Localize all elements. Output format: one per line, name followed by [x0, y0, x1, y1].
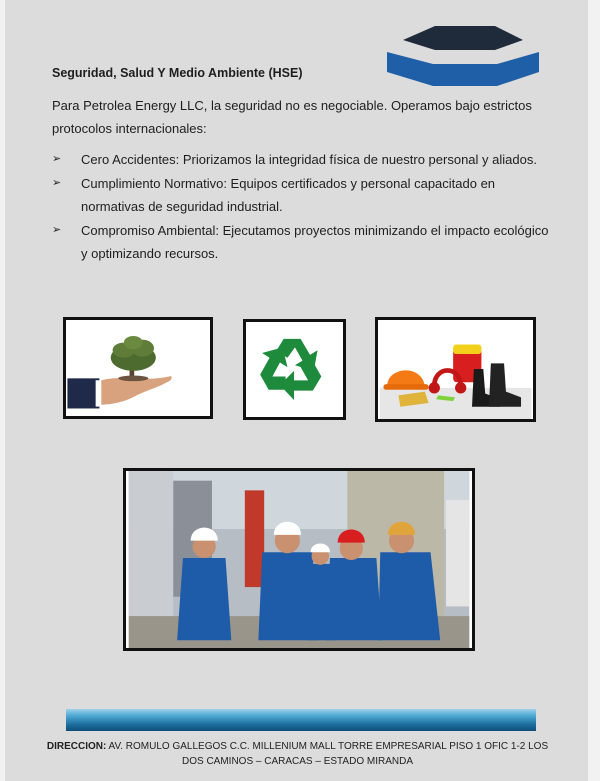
section-heading: Seguridad, Salud Y Medio Ambiente (HSE)	[52, 66, 303, 80]
bullet-list	[52, 148, 552, 266]
safety-equipment-image	[375, 317, 536, 422]
company-logo-icon	[383, 22, 543, 92]
recycle-symbol-image	[243, 319, 346, 420]
document-page	[5, 0, 588, 781]
bullet-text: Compromiso Ambiental: Ejecutamos proyectos minimizando el impacto ecológico y optimizando recursos.	[81, 223, 549, 261]
intro-paragraph: Para Petrolea Energy LLC, la seguridad no es negociable. Operamos bajo estrictos protocolos internacionales:	[52, 98, 532, 136]
bullet-text: Cumplimiento Normativo: Equipos certificados y personal capacitado en normativas de seguridad industrial.	[81, 176, 496, 214]
list-item	[52, 172, 552, 218]
footer-bar	[66, 709, 536, 731]
hand-holding-tree-image	[63, 317, 213, 419]
address-label: DIRECCION:	[46, 741, 107, 752]
bullet-text: Cero Accidentes: Priorizamos la integridad física de nuestro personal y aliados.	[81, 152, 537, 167]
arrow-bullet-icon: ➢	[52, 153, 62, 165]
address-text: AV. ROMULO GALLEGOS C.C. MILLENIUM MALL TORRE EMPRESARIAL PISO 1 OFIC 1-2 LOS DOS CAMINOS – CARACAS – ESTADO MIRANDA	[108, 741, 549, 767]
list-item	[52, 219, 552, 265]
arrow-bullet-icon: ➢	[52, 177, 62, 189]
arrow-bullet-icon: ➢	[52, 224, 62, 236]
team-photo-image	[123, 468, 475, 651]
footer-address	[45, 739, 550, 769]
list-item	[52, 148, 552, 171]
